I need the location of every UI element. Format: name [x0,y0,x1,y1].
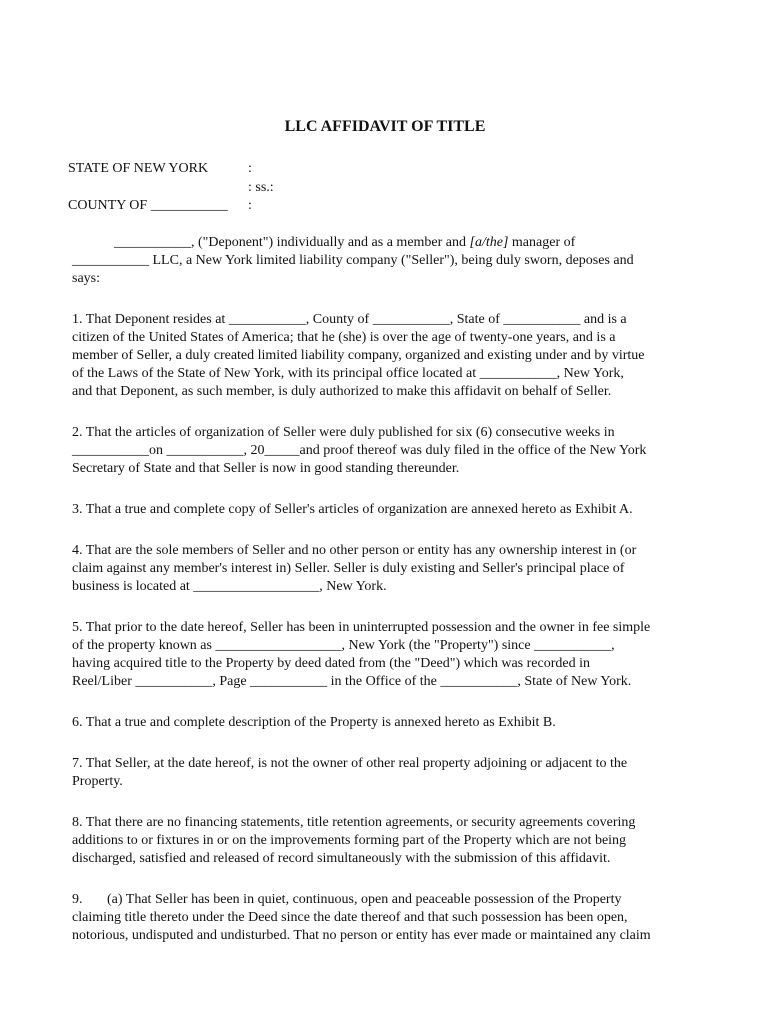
paragraph-line: notorious, undisputed and undisturbed. That no person or entity has ever made or maintained any claim [72,928,651,943]
paragraph-line: 3. That a true and complete copy of Seller's articles of organization are annexed hereto as Exhibit A. [72,502,633,517]
paragraph-line: 7. That Seller, at the date hereof, is not the owner of other real property adjoining or adjacent to the [72,756,628,771]
intro-line: says: [72,271,100,286]
paragraph-line: ___________on ___________, 20_____and proof thereof was duly filed in the office of the New York [72,443,647,458]
paragraph-line: 5. That prior to the date hereof, Seller has been in uninterrupted possession and the owner in fee simple [72,620,651,635]
paragraph-line: of the property known as __________________, New York (the "Property") since ___________, [72,638,615,653]
paragraph-5 [72,619,702,691]
paragraph-line: claiming title thereto under the Deed since the date thereof and that such possession has been open, [72,910,628,925]
caption-row-ss [68,179,468,198]
caption-row-state [68,160,468,179]
intro-text: manager of [508,235,576,250]
paragraph-line: 9. (a) That Seller has been in quiet, continuous, open and peaceable possession of the Property [72,892,622,907]
intro-paragraph [72,234,702,288]
paragraph-6 [72,714,702,732]
paragraph-line: 2. That the articles of organization of Seller were duly published for six (6) consecutive weeks in [72,425,615,440]
paragraph-line: Secretary of State and that Seller is now in good standing thereunder. [72,461,460,476]
paragraph-line: 1. That Deponent resides at ___________, County of ___________, State of ___________ and is a [72,312,627,327]
paragraph-8 [72,814,702,868]
intro-text: ___________, ("Deponent") individually and as a member and [114,235,470,250]
paragraph-9 [72,891,702,945]
state-label: STATE OF NEW YORK [68,161,209,176]
paragraph-3 [72,501,702,519]
paragraph-7 [72,755,702,791]
intro-line [72,234,702,252]
paragraph-line: Property. [72,774,123,789]
intro-line: ___________ LLC, a New York limited liability company ("Seller"), being duly sworn, deposes and [72,253,634,268]
paragraph-line: claim against any member's interest in) Seller. Seller is duly existing and Seller's principal place of [72,561,625,576]
caption-row-county [68,197,468,216]
paragraph-line: Reel/Liber ___________, Page ___________ in the Office of the ___________, State of New York. [72,674,632,689]
paragraph-line: 6. That a true and complete description of the Property is annexed hereto as Exhibit B. [72,715,556,730]
county-label: COUNTY OF ___________ [68,198,228,213]
paragraph-line: additions to or fixtures in or on the improvements forming part of the Property which are not being [72,833,627,848]
paragraph-4 [72,542,702,596]
paragraph-line: 8. That there are no financing statements, title retention agreements, or security agreements covering [72,815,636,830]
caption-colon: : [248,161,252,176]
document-title: LLC AFFIDAVIT OF TITLE [284,118,486,135]
paragraph-line: having acquired title to the Property by deed dated from (the "Deed") which was recorded in [72,656,590,671]
caption-ss: : ss.: [248,179,274,195]
paragraph-line: business is located at __________________, New York. [72,579,387,594]
intro-emphasis: [a/the] [469,235,509,250]
paragraph-line: of the Laws of the State of New York, with its principal office located at ___________, New York, [72,366,624,381]
paragraph-1 [72,311,702,401]
paragraph-line: member of Seller, a duly created limited liability company, organized and existing under and by virtue [72,348,645,363]
caption-colon: : [248,198,252,213]
paragraph-2 [72,424,702,478]
paragraph-line: and that Deponent, as such member, is duly authorized to make this affidavit on behalf of Seller. [72,384,612,399]
affidavit-body [72,234,702,968]
paragraph-line: 4. That are the sole members of Seller and no other person or entity has any ownership interest in (or [72,543,637,558]
venue-caption [68,160,468,216]
paragraph-line: citizen of the United States of America; that he (she) is over the age of twenty-one years, and is a [72,330,616,345]
paragraph-line: discharged, satisfied and released of record simultaneously with the submission of this affidavit. [72,851,611,866]
